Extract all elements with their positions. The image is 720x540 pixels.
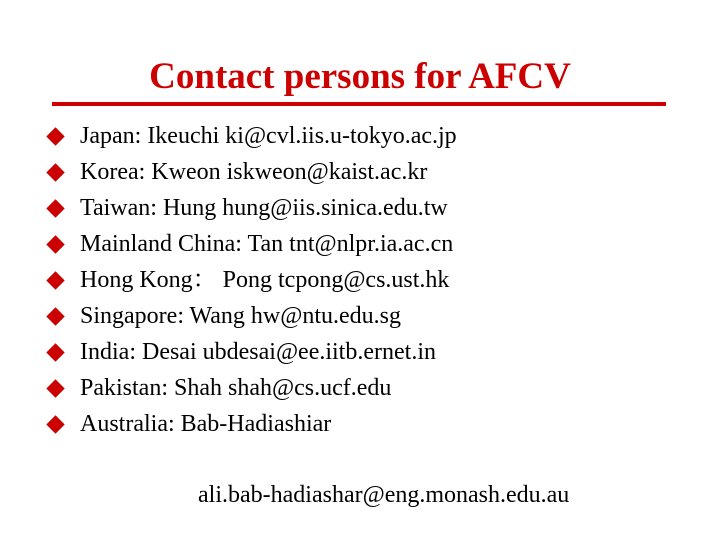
contact-text: Pakistan: Shah shah@cs.ucf.edu [80, 375, 392, 401]
contact-text: Hong Kong： Pong tcpong@cs.ust.hk [80, 267, 450, 293]
contact-item-india [44, 334, 704, 370]
red-diamond-bullet-icon [46, 271, 64, 289]
australia-email: ali.bab-hadiashar@eng.monash.edu.au [198, 482, 570, 508]
contact-item-australia [44, 406, 704, 442]
contact-list [44, 118, 704, 442]
contact-text: Australia: Bab-Hadiashiar [80, 411, 332, 437]
red-diamond-bullet-icon [46, 163, 64, 181]
contact-item-korea [44, 154, 704, 190]
contact-item-japan [44, 118, 704, 154]
contact-item-hong-kong [44, 262, 704, 298]
slide-title: Contact persons for AFCV [149, 56, 571, 97]
contact-text: Mainland China: Tan tnt@nlpr.ia.ac.cn [80, 231, 454, 257]
red-diamond-bullet-icon [46, 199, 64, 217]
contact-item-singapore [44, 298, 704, 334]
red-diamond-bullet-icon [46, 415, 64, 433]
red-diamond-bullet-icon [46, 235, 64, 253]
contact-text: India: Desai ubdesai@ee.iitb.ernet.in [80, 339, 436, 365]
contact-item-pakistan [44, 370, 704, 406]
red-diamond-bullet-icon [46, 343, 64, 361]
contact-item-mainland-china [44, 226, 704, 262]
red-diamond-bullet-icon [46, 379, 64, 397]
title-underline [52, 102, 666, 106]
red-diamond-bullet-icon [46, 307, 64, 325]
contact-text: Singapore: Wang hw@ntu.edu.sg [80, 303, 402, 329]
contact-text: Korea: Kweon iskweon@kaist.ac.kr [80, 159, 428, 185]
contact-text: Taiwan: Hung hung@iis.sinica.edu.tw [80, 195, 448, 221]
contact-item-taiwan [44, 190, 704, 226]
contact-text: Japan: Ikeuchi ki@cvl.iis.u-tokyo.ac.jp [80, 123, 457, 149]
red-diamond-bullet-icon [46, 127, 64, 145]
